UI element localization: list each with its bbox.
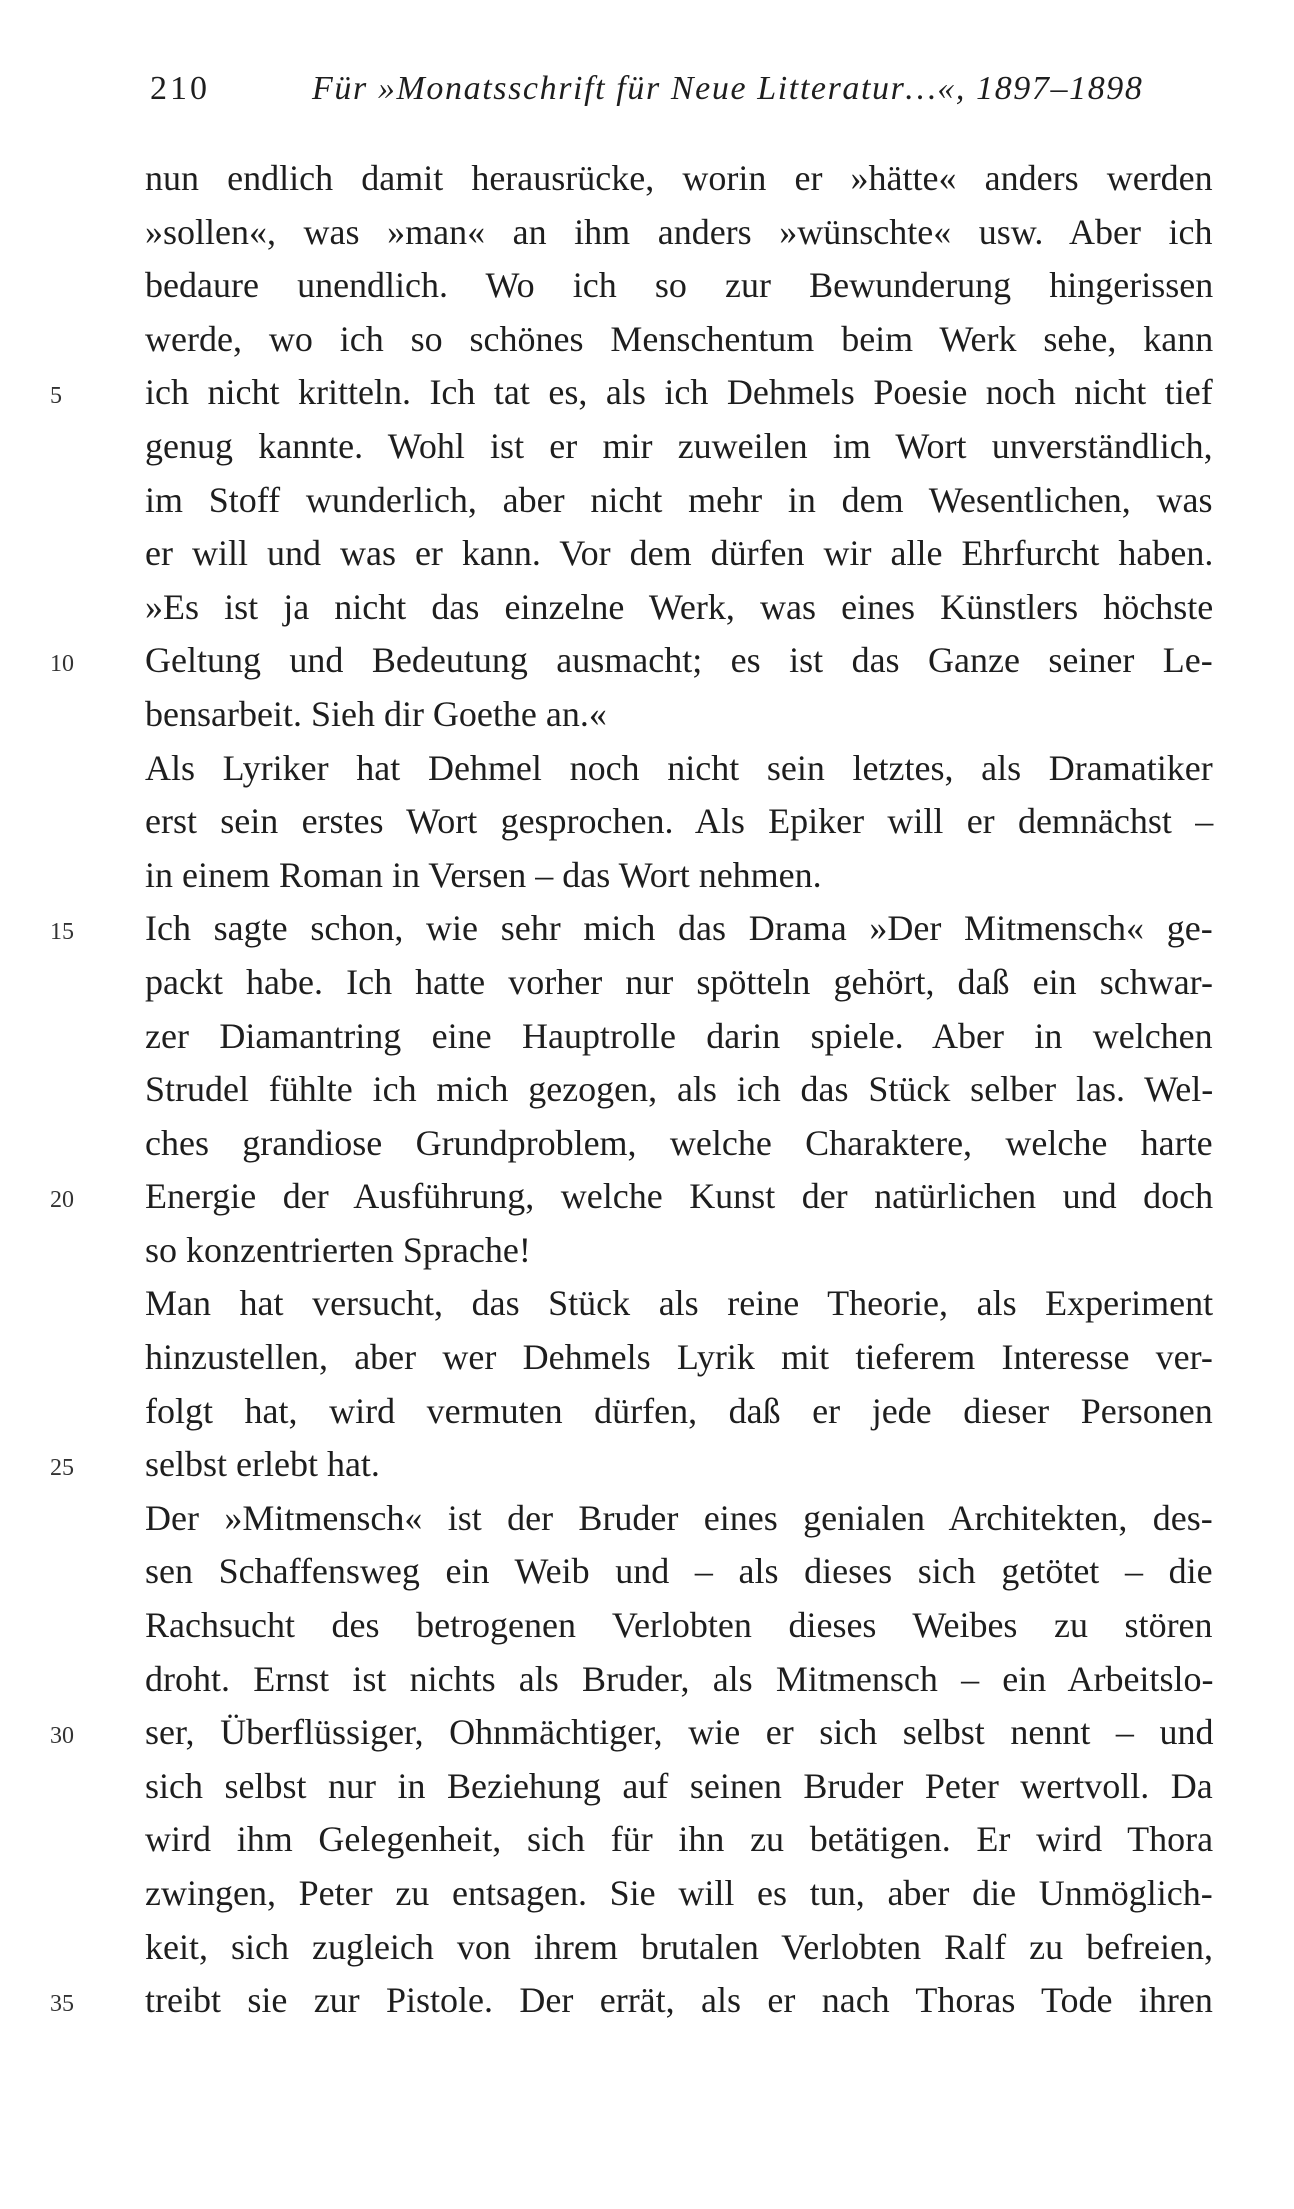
line-text: Energie der Ausführung, welche Kunst der natürlichen und doch bbox=[145, 1176, 1214, 1217]
line-text: Als Lyriker hat Dehmel noch nicht sein letztes, als Dramatiker bbox=[145, 747, 1213, 788]
text-line bbox=[145, 1063, 1213, 1117]
text-line bbox=[145, 1117, 1213, 1171]
text-line bbox=[145, 1760, 1213, 1814]
text-line bbox=[50, 902, 1213, 956]
line-number: 35 bbox=[50, 1991, 74, 2018]
text-line bbox=[145, 581, 1213, 635]
text-line bbox=[50, 366, 1213, 420]
line-text: ches grandiose Grundproblem, welche Charaktere, welche harte bbox=[145, 1122, 1213, 1163]
text-line bbox=[50, 1170, 1214, 1224]
line-text: packt habe. Ich hatte vorher nur spötteln gehört, daß ein schwar- bbox=[145, 961, 1213, 1002]
line-text: folgt hat, wird vermuten dürfen, daß er jede dieser Personen bbox=[145, 1390, 1213, 1431]
text-line bbox=[50, 1438, 1213, 1492]
line-number: 10 bbox=[50, 651, 74, 678]
line-text: keit, sich zugleich von ihrem brutalen Verlobten Ralf zu befreien, bbox=[145, 1926, 1214, 1967]
line-text: »sollen«, was »man« an ihm anders »wünschte« usw. Aber ich bbox=[145, 211, 1213, 252]
line-text: Strudel fühlte ich mich gezogen, als ich das Stück selber las. Wel- bbox=[145, 1069, 1214, 1110]
text-line bbox=[145, 1599, 1213, 1653]
line-text: werde, wo ich so schönes Menschentum beim Werk sehe, kann bbox=[145, 318, 1214, 359]
text-line bbox=[145, 206, 1213, 260]
line-text: sich selbst nur in Beziehung auf seinen Bruder Peter wertvoll. Da bbox=[145, 1765, 1213, 1806]
text-line bbox=[145, 259, 1213, 313]
text-line bbox=[145, 1224, 1213, 1278]
text-line bbox=[50, 1974, 1213, 2028]
line-text: bedaure unendlich. Wo ich so zur Bewunderung hingerissen bbox=[145, 265, 1214, 306]
line-text: droht. Ernst ist nichts als Bruder, als Mitmensch – ein Arbeitslo- bbox=[145, 1658, 1214, 1699]
line-text: hinzustellen, aber wer Dehmels Lyrik mit tieferem Interesse ver- bbox=[145, 1337, 1213, 1378]
text-line bbox=[50, 1706, 1214, 1760]
text-line bbox=[145, 1277, 1213, 1331]
line-text: Geltung und Bedeutung ausmacht; es ist das Ganze seiner Le- bbox=[145, 640, 1213, 681]
text-line bbox=[145, 1331, 1213, 1385]
line-number: 20 bbox=[50, 1187, 74, 1214]
line-number: 5 bbox=[50, 383, 62, 410]
text-line bbox=[145, 1385, 1213, 1439]
page-number: 210 bbox=[150, 70, 210, 107]
text-line bbox=[145, 849, 1213, 903]
line-text: in einem Roman in Versen – das Wort nehmen. bbox=[145, 854, 822, 895]
text-line bbox=[145, 1545, 1213, 1599]
text-line bbox=[145, 474, 1213, 528]
text-line bbox=[145, 742, 1213, 796]
text-line bbox=[145, 688, 1213, 742]
line-text: Rachsucht des betrogenen Verlobten dieses Weibes zu stören bbox=[145, 1605, 1213, 1646]
line-text: so konzentrierten Sprache! bbox=[145, 1229, 531, 1270]
line-text: nun endlich damit herausrücke, worin er »hätte« anders werden bbox=[145, 158, 1213, 198]
text-line bbox=[145, 1921, 1213, 1975]
line-number: 15 bbox=[50, 919, 74, 946]
text-line bbox=[145, 1492, 1213, 1546]
text-line bbox=[145, 956, 1213, 1010]
line-text: er will und was er kann. Vor dem dürfen wir alle Ehrfurcht haben. bbox=[145, 533, 1214, 574]
line-text: sen Schaffensweg ein Weib und – als dieses sich getötet – die bbox=[145, 1551, 1213, 1592]
line-text: ich nicht kritteln. Ich tat es, als ich Dehmels Poesie noch nicht tief bbox=[145, 372, 1213, 413]
line-text: selbst erlebt hat. bbox=[145, 1444, 380, 1485]
body-text bbox=[50, 152, 1214, 2028]
line-text: genug kannte. Wohl ist er mir zuweilen im Wort unverständlich, bbox=[145, 425, 1213, 466]
text-line bbox=[145, 527, 1213, 581]
running-title: Für »Monatsschrift für Neue Litteratur…«, 1897–1898 bbox=[312, 70, 1144, 107]
line-text: wird ihm Gelegenheit, sich für ihn zu betätigen. Er wird Thora bbox=[145, 1819, 1214, 1860]
line-number: 25 bbox=[50, 1455, 74, 1482]
text-line bbox=[145, 1653, 1213, 1707]
line-text: ser, Überflüssiger, Ohnmächtiger, wie er sich selbst nennt – und bbox=[145, 1712, 1214, 1753]
line-text: im Stoff wunderlich, aber nicht mehr in dem Wesentlichen, was bbox=[145, 479, 1213, 520]
line-text: treibt sie zur Pistole. Der errät, als er nach Thoras Tode ihren bbox=[145, 1980, 1213, 2021]
line-number: 30 bbox=[50, 1723, 74, 1750]
text-line bbox=[145, 313, 1213, 367]
line-text: Der »Mitmensch« ist der Bruder eines genialen Architekten, des- bbox=[145, 1497, 1213, 1538]
text-line bbox=[145, 152, 1213, 206]
text-line bbox=[145, 420, 1213, 474]
line-text: »Es ist ja nicht das einzelne Werk, was eines Künstlers höchste bbox=[145, 586, 1214, 627]
text-line bbox=[50, 634, 1213, 688]
text-line bbox=[145, 1010, 1213, 1064]
line-text: Ich sagte schon, wie sehr mich das Drama »Der Mitmensch« ge- bbox=[145, 908, 1213, 949]
line-text: zwingen, Peter zu entsagen. Sie will es tun, aber die Unmöglich- bbox=[145, 1873, 1213, 1913]
text-line bbox=[145, 1867, 1213, 1921]
line-text: zer Diamantring eine Hauptrolle darin spiele. Aber in welchen bbox=[145, 1015, 1213, 1056]
line-text: Man hat versucht, das Stück als reine Theorie, als Experiment bbox=[145, 1283, 1214, 1324]
running-header bbox=[150, 66, 1214, 112]
line-text: erst sein erstes Wort gesprochen. Als Epiker will er demnächst – bbox=[145, 801, 1214, 842]
line-text: bensarbeit. Sieh dir Goethe an.« bbox=[145, 693, 607, 734]
text-line bbox=[145, 1813, 1213, 1867]
text-line bbox=[145, 795, 1213, 849]
